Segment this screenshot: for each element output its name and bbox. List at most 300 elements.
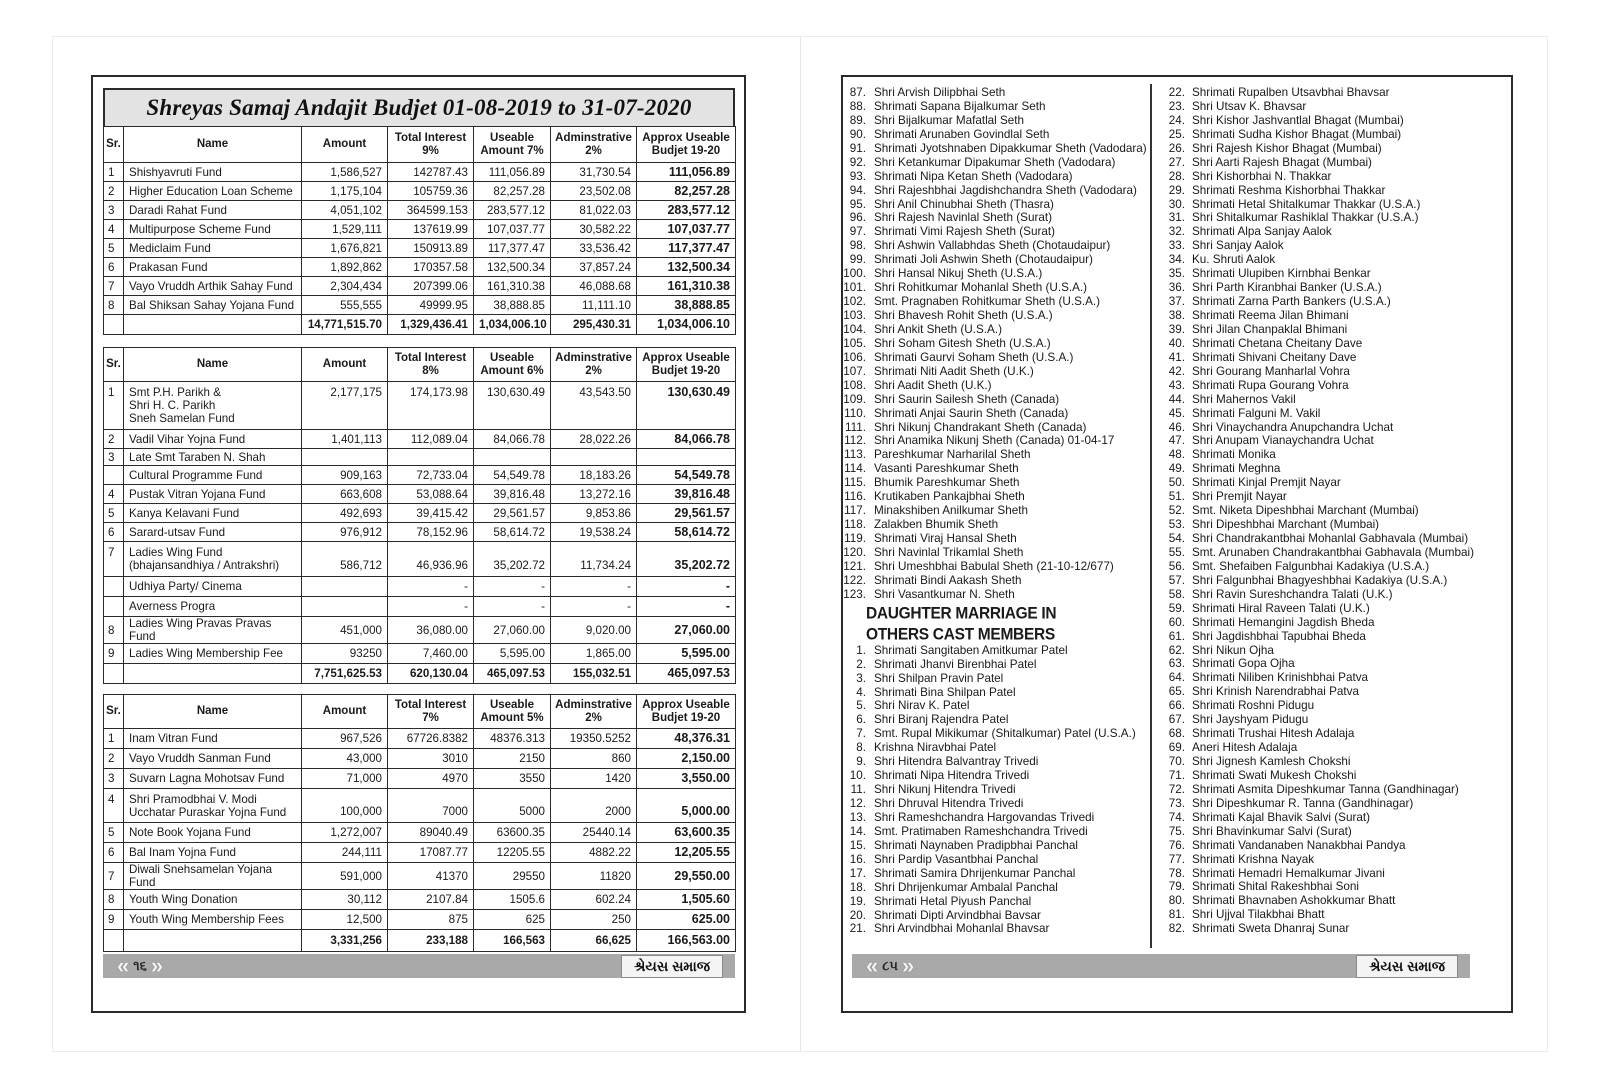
cell-sr: 6 <box>104 843 124 863</box>
list-item-name: Shrimati Ulupiben Kirnbhai Benkar <box>1192 267 1371 281</box>
cell-amount: 1,401,113 <box>302 430 388 449</box>
list-item-number: 66. <box>1168 699 1185 713</box>
list-item-name: Shrimati Hemadri Hemalkumar Jivani <box>1192 866 1385 880</box>
list-item <box>1162 323 1482 337</box>
list-item-number: 30. <box>1168 197 1185 211</box>
cell-interest: 72,733.04 <box>388 466 474 485</box>
cell-name: Kanya Kelavani Fund <box>124 504 302 523</box>
table-row <box>104 449 736 466</box>
column-header-useable: Useable Amount 5% <box>474 695 551 729</box>
cell-approx: 111,056.89 <box>637 163 736 182</box>
cell-useable: 132,500.34 <box>474 258 551 277</box>
list-item-number: 53. <box>1168 518 1185 532</box>
cell-amount: 1,272,007 <box>302 823 388 843</box>
list-item-name: Shrimati Rupa Gourang Vohra <box>1192 378 1349 392</box>
list-item <box>1162 504 1482 518</box>
total-amount: 14,771,515.70 <box>302 315 388 335</box>
cell-approx: 35,202.72 <box>637 542 736 577</box>
cell-approx: 283,577.12 <box>637 201 736 220</box>
list-item-number: 31. <box>1168 211 1185 225</box>
cell-admin: 30,582.22 <box>551 220 637 239</box>
cell-sr: 4 <box>104 220 124 239</box>
list-item-number: 105. <box>843 336 866 350</box>
table-row <box>104 239 736 258</box>
cell-name-line: Ladies Wing Fund <box>129 546 223 559</box>
cell-name: Note Book Yojana Fund <box>124 823 302 843</box>
cell-approx: 82,257.28 <box>637 182 736 201</box>
list-item <box>1162 128 1482 142</box>
cell-useable: 48376.313 <box>474 729 551 749</box>
list-item-name: Shri Umeshbhai Babulal Sheth (21-10-12/677) <box>874 559 1114 573</box>
column-header-name: Name <box>124 695 302 729</box>
list-item-number: 120. <box>843 545 866 559</box>
right-page-footer <box>852 954 1470 978</box>
list-item-name: Shri Saurin Sailesh Sheth (Canada) <box>874 392 1060 406</box>
list-item-number: 118. <box>844 518 866 532</box>
list-item <box>1162 727 1482 741</box>
list-item-name: Shri Dhruval Hitendra Trivedi <box>874 797 1024 810</box>
list-item-name: Shrimati Kinjal Premjit Nayar <box>1192 476 1341 490</box>
list-item-name: Shri Kishorbhai N. Thakkar <box>1192 169 1332 183</box>
list-item-number: 90. <box>849 127 866 141</box>
list-item-name: Shrimati Zarna Parth Bankers (U.S.A.) <box>1192 295 1391 309</box>
cell-useable: 27,060.00 <box>474 617 551 644</box>
list-item-number: 77. <box>1168 852 1185 866</box>
list-item <box>1162 518 1482 532</box>
list-item-name: Shrimati Hetal Shitalkumar Thakkar (U.S.A.) <box>1192 197 1421 211</box>
cell-name: Prakasan Fund <box>124 258 302 277</box>
list-item-number: 96. <box>849 211 866 225</box>
cell-amount: 71,000 <box>302 769 388 789</box>
table-header-row <box>104 695 736 729</box>
list-item-number: 119. <box>844 532 866 545</box>
list-item-number: 46. <box>1168 420 1185 434</box>
cell-name <box>124 542 302 577</box>
cell-useable: 283,577.12 <box>474 201 551 220</box>
list-item-number: 67. <box>1168 713 1185 727</box>
list-item-number: 103. <box>843 309 866 322</box>
cell-amount: 100,000 <box>302 789 388 823</box>
list-item-name: Shrimati Anjai Saurin Sheth (Canada) <box>874 406 1069 420</box>
cell-interest: 364599.153 <box>388 201 474 220</box>
cell-interest <box>388 449 474 466</box>
cell-name: Multipurpose Scheme Fund <box>124 220 302 239</box>
cell-approx: 54,549.78 <box>637 466 736 485</box>
total-interest: 620,130.04 <box>388 664 474 684</box>
cell-approx <box>637 449 736 466</box>
list-item-number: 50. <box>1168 476 1185 490</box>
cell-amount: 1,175,104 <box>302 182 388 201</box>
list-item-number: 36. <box>1168 281 1185 295</box>
cell-useable: 161,310.38 <box>474 277 551 296</box>
list-item-name: Shrimati Nipa Hitendra Trivedi <box>874 769 1030 783</box>
list-item-number: 115. <box>844 476 866 490</box>
list-item-number: 76. <box>1168 838 1185 852</box>
cell-admin: 1420 <box>551 769 637 789</box>
list-item-name: Ku. Shruti Aalok <box>1192 253 1276 267</box>
budget-table-2 <box>103 347 736 684</box>
list-item-name: Shri Rajesh Kishor Bhagat (Mumbai) <box>1192 141 1382 155</box>
list-item-number: 11. <box>850 783 866 797</box>
list-item-number: 23. <box>1168 99 1185 113</box>
cell-name: Vayo Vruddh Arthik Sahay Fund <box>124 277 302 296</box>
list-item <box>1162 811 1482 825</box>
list-item <box>838 462 1153 476</box>
list-item-name: Shri Rajeshbhai Jagdishchandra Sheth (Vadodara) <box>874 183 1137 197</box>
list-item-number: 113. <box>844 448 866 462</box>
list-item <box>1162 253 1482 267</box>
list-item-number: 89. <box>849 113 866 127</box>
list-item-name: Shri Bhavinkumar Salvi (Surat) <box>1192 824 1352 838</box>
column-header-useable: Useable Amount 7% <box>474 127 551 163</box>
cell-sr: 8 <box>104 296 124 315</box>
cell-name-line: Shri H. C. Parikh <box>129 399 216 412</box>
list-item <box>1162 351 1482 365</box>
list-item <box>1162 100 1482 114</box>
list-item <box>838 170 1153 184</box>
cell-useable: 5,595.00 <box>474 644 551 664</box>
cell-interest: 207399.06 <box>388 277 474 296</box>
list-item-number: 47. <box>1168 434 1185 448</box>
list-item-number: 4. <box>856 685 866 699</box>
list-item-number: 56. <box>1168 559 1185 573</box>
list-item <box>1162 225 1482 239</box>
list-item <box>1162 616 1482 630</box>
list-item-number: 21. <box>849 922 866 936</box>
list-item <box>838 490 1153 504</box>
cell-interest: 7000 <box>388 789 474 823</box>
cell-useable: - <box>474 577 551 597</box>
cell-sr: 9 <box>104 910 124 930</box>
column-header-sr: Sr. <box>104 348 124 382</box>
cell-sr: 1 <box>104 382 124 430</box>
table-row <box>104 863 736 890</box>
list-item <box>838 560 1153 574</box>
cell-amount: 967,526 <box>302 729 388 749</box>
list-item <box>1162 295 1482 309</box>
list-item-number: 91. <box>849 141 866 155</box>
list-item-number: 35. <box>1168 267 1185 281</box>
member-list-column-2 <box>1162 86 1482 936</box>
cell-name: Sarard-utsav Fund <box>124 523 302 542</box>
list-item-name: Shri Sanjay Aalok <box>1192 239 1284 253</box>
list-item <box>1162 644 1482 658</box>
cell-sr: 7 <box>104 277 124 296</box>
list-item <box>838 769 1153 783</box>
total-admin: 155,032.51 <box>551 664 637 684</box>
cell-admin: 4882.22 <box>551 843 637 863</box>
table-total-row <box>104 930 736 952</box>
list-item-name: Shrimati Reema Jilan Bhimani <box>1192 309 1349 322</box>
list-item <box>838 853 1153 867</box>
list-item-number: 107. <box>843 364 866 378</box>
cell-useable: 107,037.77 <box>474 220 551 239</box>
list-item-number: 45. <box>1168 406 1185 420</box>
table-row <box>104 163 736 182</box>
list-item-number: 72. <box>1168 782 1185 796</box>
cell-useable: 117,377.47 <box>474 239 551 258</box>
list-item-name: Shri Anamika Nikunj Sheth (Canada) 01-04-17 <box>874 434 1115 448</box>
list-item-name: Krutikaben Pankajbhai Sheth <box>874 490 1025 504</box>
list-item-number: 40. <box>1168 336 1185 350</box>
list-item <box>838 922 1153 936</box>
cell-interest: 49999.95 <box>388 296 474 315</box>
cell-approx: 29,561.57 <box>637 504 736 523</box>
list-item-name: Shrimati Sangitaben Amitkumar Patel <box>874 643 1068 657</box>
list-item-name: Shri Rameshchandra Hargovandas Trivedi <box>874 810 1095 824</box>
budget-table-1 <box>103 126 736 335</box>
list-item-name: Shrimati Meghna <box>1192 462 1281 476</box>
list-item-number: 102. <box>843 295 866 309</box>
list-item-number: 2. <box>856 657 866 671</box>
list-item-name: Shri Krinish Narendrabhai Patva <box>1192 685 1359 699</box>
table-row <box>104 182 736 201</box>
cell-interest: - <box>388 577 474 597</box>
cell-name <box>124 789 302 823</box>
cell-name-line: Sneh Samelan Fund <box>129 412 235 425</box>
table-row <box>104 542 736 577</box>
cell-sr: 3 <box>104 769 124 789</box>
list-item <box>838 281 1153 295</box>
list-item-name: Shrimati Bindi Aakash Sheth <box>874 573 1022 587</box>
total-amount: 3,331,256 <box>302 930 388 952</box>
list-item <box>1162 421 1482 435</box>
list-item-number: 20. <box>849 908 866 922</box>
list-item-number: 55. <box>1168 545 1185 559</box>
list-item <box>838 393 1153 407</box>
cell-admin: 1,865.00 <box>551 644 637 664</box>
cell-amount: 43,000 <box>302 749 388 769</box>
column-header-sr: Sr. <box>104 127 124 163</box>
list-item <box>838 713 1153 727</box>
list-item-number: 52. <box>1168 504 1185 518</box>
list-item-number: 26. <box>1168 141 1185 155</box>
section-heading-line-1: DAUGHTER MARRIAGE IN <box>866 603 1057 623</box>
daughter-marriage-list <box>838 644 1153 937</box>
cell-sr: 8 <box>104 617 124 644</box>
total-admin: 295,430.31 <box>551 315 637 335</box>
cell-approx: 12,205.55 <box>637 843 736 863</box>
cell-approx: 29,550.00 <box>637 863 736 890</box>
cell-interest: 46,936.96 <box>388 542 474 577</box>
list-item-number: 3. <box>856 671 866 685</box>
list-item <box>838 239 1153 253</box>
column-header-interest: Total Interest 8% <box>388 348 474 382</box>
cell-interest: 174,173.98 <box>388 382 474 430</box>
list-item <box>838 532 1153 546</box>
table-row <box>104 466 736 485</box>
list-item-name: Shrimati Shital Rakeshbhai Soni <box>1192 880 1359 894</box>
cell-amount: 12,500 <box>302 910 388 930</box>
list-item-number: 65. <box>1168 685 1185 699</box>
list-item-name: Shrimati Jyotshnaben Dipakkumar Sheth (Vadodara) <box>874 141 1147 155</box>
cell-admin: 81,022.03 <box>551 201 637 220</box>
cell-interest: 137619.99 <box>388 220 474 239</box>
list-item <box>1162 755 1482 769</box>
list-item-name: Shri Dipeshbhai Marchant (Mumbai) <box>1192 518 1380 532</box>
list-item-name: Shrimati Gaurvi Soham Sheth (U.S.A.) <box>874 350 1074 364</box>
cell-interest: 4970 <box>388 769 474 789</box>
cell-name: Mediclaim Fund <box>124 239 302 258</box>
cell-useable: 82,257.28 <box>474 182 551 201</box>
list-item-name: Shri Ravin Sureshchandra Talati (U.K.) <box>1192 587 1393 601</box>
cell-amount: 663,608 <box>302 485 388 504</box>
cell-approx: 1,505.60 <box>637 890 736 910</box>
list-item-number: 58. <box>1168 587 1185 601</box>
list-item-number: 13. <box>849 810 866 824</box>
total-approx: 1,034,006.10 <box>637 315 736 335</box>
list-item-number: 68. <box>1168 727 1185 741</box>
list-item <box>1162 365 1482 379</box>
cell-name-line: (bhajansandhiya / Antrakshri) <box>129 559 280 572</box>
list-item-name: Shrimati Falguni M. Vakil <box>1192 406 1321 420</box>
list-item <box>838 825 1153 839</box>
list-item-number: 49. <box>1168 462 1185 476</box>
list-item <box>1162 741 1482 755</box>
cell-name: Bal Inam Yojna Fund <box>124 843 302 863</box>
list-item <box>838 476 1153 490</box>
table-row <box>104 789 736 823</box>
list-item-name: Shrimati Dipti Arvindbhai Bavsar <box>874 908 1041 922</box>
list-item <box>838 727 1153 741</box>
list-item-name: Shrimati Naynaben Pradipbhai Panchal <box>874 838 1079 852</box>
list-item-name: Shrimati Kajal Bhavik Salvi (Surat) <box>1192 810 1370 824</box>
list-item <box>838 142 1153 156</box>
cell-approx: 5,595.00 <box>637 644 736 664</box>
cell-useable: 29550 <box>474 863 551 890</box>
list-item-name: Shri Rohitkumar Mohanlal Sheth (U.S.A.) <box>874 281 1088 295</box>
cell-admin: 28,022.26 <box>551 430 637 449</box>
cell-interest: 875 <box>388 910 474 930</box>
list-item-number: 16. <box>849 852 866 866</box>
list-item-name: Shrimati Asmita Dipeshkumar Tanna (Gandhinagar) <box>1192 782 1459 796</box>
list-item-name: Shrimati Reshma Kishorbhai Thakkar <box>1192 183 1386 197</box>
list-item <box>1162 211 1482 225</box>
list-item-number: 111. <box>844 420 866 434</box>
list-item-number: 63. <box>1168 657 1185 671</box>
list-item-name: Shri Falgunbhai Bhagyeshbhai Kadakiya (U.S.A.) <box>1192 573 1448 587</box>
list-item-name: Shri Chandrakantbhai Mohanlal Gabhavala (Mumbai) <box>1192 532 1469 545</box>
cell-amount: 30,112 <box>302 890 388 910</box>
table-row <box>104 485 736 504</box>
section-heading-line-2: OTHERS CAST MEMBERS <box>866 624 1055 644</box>
list-item-name: Shrimati Hetal Piyush Panchal <box>874 894 1032 908</box>
total-useable: 1,034,006.10 <box>474 315 551 335</box>
list-item-name: Shri Aarti Rajesh Bhagat (Mumbai) <box>1192 155 1372 169</box>
list-item-name: Shri Dhrijenkumar Ambalal Panchal <box>874 880 1058 894</box>
cell-sr <box>104 577 124 597</box>
page-number: ૧૬ <box>133 958 147 973</box>
cell-useable: 2150 <box>474 749 551 769</box>
cell-admin: 2000 <box>551 789 637 823</box>
list-item-name: Shri Jagdishbhai Tapubhai Bheda <box>1192 629 1366 643</box>
list-item-name: Shri Jilan Chanpaklal Bhimani <box>1192 322 1348 336</box>
list-item <box>838 909 1153 923</box>
list-item <box>1162 379 1482 393</box>
list-item-number: 88. <box>849 99 866 113</box>
list-item-name: Shri Ashwin Vallabhdas Sheth (Chotaudaipur) <box>874 239 1111 253</box>
list-item-number: 97. <box>849 225 866 239</box>
list-item-number: 22. <box>1168 86 1185 99</box>
list-item-number: 78. <box>1168 866 1185 880</box>
list-item-number: 87. <box>849 86 866 99</box>
total-useable: 166,563 <box>474 930 551 952</box>
double-chevron-left-icon: « <box>866 953 879 978</box>
list-item-name: Shri Nikunj Chandrakant Sheth (Canada) <box>874 420 1087 434</box>
list-item <box>838 156 1153 170</box>
list-item-name: Shrimati Jhanvi Birenbhai Patel <box>874 657 1037 671</box>
list-item <box>1162 309 1482 323</box>
list-item <box>838 686 1153 700</box>
table-row <box>104 890 736 910</box>
cell-amount: 451,000 <box>302 617 388 644</box>
cell-amount: 4,051,102 <box>302 201 388 220</box>
list-item-name: Shri Nikunj Hitendra Trivedi <box>874 783 1016 797</box>
table-row <box>104 617 736 644</box>
list-item <box>838 365 1153 379</box>
list-item-name: Minakshiben Anilkumar Sheth <box>874 504 1028 518</box>
cell-approx: 39,816.48 <box>637 485 736 504</box>
cell-admin: 43,543.50 <box>551 382 637 430</box>
cell-approx: 3,550.00 <box>637 769 736 789</box>
list-item-name: Shrimati Joli Ashwin Sheth (Chotaudaipur) <box>874 253 1093 267</box>
list-item-name: Smt. Rupal Mikikumar (Shitalkumar) Patel (U.S.A.) <box>874 727 1136 741</box>
cell-approx: 2,150.00 <box>637 749 736 769</box>
table-row <box>104 823 736 843</box>
list-item-name: Shrimati Viraj Hansal Sheth <box>874 532 1017 545</box>
list-item-number: 37. <box>1168 295 1185 309</box>
list-item <box>1162 853 1482 867</box>
cell-sr: 8 <box>104 890 124 910</box>
cell-admin: 19,538.24 <box>551 523 637 542</box>
cell-approx: - <box>637 597 736 617</box>
table-row <box>104 843 736 863</box>
list-item <box>838 741 1153 755</box>
list-item-number: 8. <box>856 741 866 755</box>
list-item-number: 6. <box>856 713 866 727</box>
cell-admin: 33,536.42 <box>551 239 637 258</box>
list-item-name: Smt. Pratimaben Rameshchandra Trivedi <box>874 824 1088 838</box>
cell-approx: 117,377.47 <box>637 239 736 258</box>
cell-sr <box>104 597 124 617</box>
cell-sr <box>104 930 124 952</box>
cell-interest: 150913.89 <box>388 239 474 258</box>
list-item-number: 108. <box>843 378 866 392</box>
list-item-number: 70. <box>1168 755 1185 768</box>
cell-name: Youth Wing Donation <box>124 890 302 910</box>
cell-approx: 5,000.00 <box>637 789 736 823</box>
cell-admin: 11,734.24 <box>551 542 637 577</box>
cell-useable: 54,549.78 <box>474 466 551 485</box>
list-item <box>838 128 1153 142</box>
section-heading-block <box>838 602 1153 644</box>
list-item <box>838 546 1153 560</box>
cell-interest: 17087.77 <box>388 843 474 863</box>
list-item-name: Shri Jignesh Kamlesh Chokshi <box>1192 755 1351 768</box>
list-item <box>1162 630 1482 644</box>
list-item-number: 57. <box>1168 573 1185 587</box>
list-item <box>838 86 1153 100</box>
cell-sr: 3 <box>104 201 124 220</box>
list-item-name: Shri Premjit Nayar <box>1192 490 1287 504</box>
cell-sr: 5 <box>104 239 124 258</box>
cell-name-line: Ucchatar Puraskar Yojna Fund <box>129 806 287 819</box>
list-item-number: 32. <box>1168 225 1185 239</box>
list-item-name: Shrimati Sapana Bijalkumar Seth <box>874 99 1046 113</box>
cell-useable: 63600.35 <box>474 823 551 843</box>
cell-useable: 39,816.48 <box>474 485 551 504</box>
cell-useable: 3550 <box>474 769 551 789</box>
